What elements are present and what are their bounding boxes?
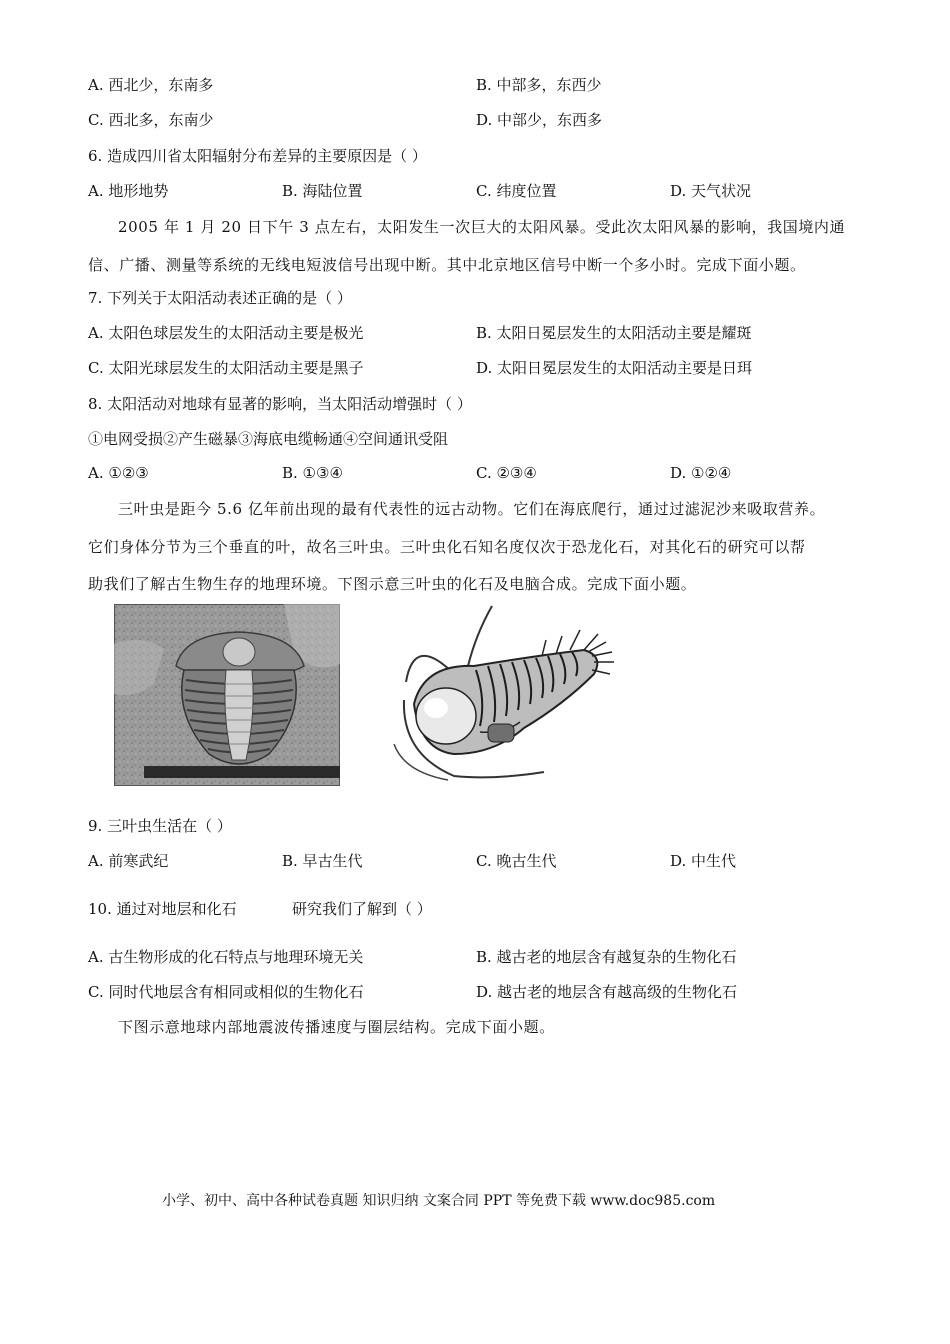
page-footer: 小学、初中、高中各种试卷真题 知识归纳 文案合同 PPT 等免费下载 www.doc985.com — [162, 1193, 716, 1209]
q8-items: ①电网受损②产生磁暴③海底电缆畅通④空间通讯受阻 — [88, 430, 449, 448]
q9-option-a: A. 前寒武纪 — [88, 852, 169, 870]
q8-option-b: B. ①③④ — [282, 464, 343, 482]
trilobite-passage-line-1: 三叶虫是距今 5.6 亿年前出现的最有代表性的远古动物。它们在海底爬行，通过过滤泥沙来吸取营养。 — [118, 500, 826, 518]
solar-passage-line-1: 2005 年 1 月 20 日下午 3 点左右，太阳发生一次巨大的太阳风暴。受此次太阳风暴的影响，我国境内通 — [118, 218, 846, 236]
q7-option-a: A. 太阳色球层发生的太阳活动主要是极光 — [88, 324, 364, 342]
trilobite-illustration — [384, 604, 636, 782]
q6-option-c: C. 纬度位置 — [476, 182, 557, 200]
q7-option-c: C. 太阳光球层发生的太阳活动主要是黑子 — [88, 359, 364, 377]
q6-option-a: A. 地形地势 — [88, 182, 169, 200]
q6-option-b: B. 海陆位置 — [282, 182, 363, 200]
q9-stem: 9. 三叶虫生活在（ ） — [88, 817, 232, 835]
seismic-passage: 下图示意地球内部地震波传播速度与圈层结构。完成下面小题。 — [118, 1018, 555, 1036]
trilobite-fossil-photo — [114, 604, 340, 786]
solar-passage-line-2: 信、广播、测量等系统的无线电短波信号出现中断。其中北京地区信号中断一个多小时。完成下面小题。 — [88, 256, 806, 274]
q9-option-d: D. 中生代 — [670, 852, 737, 870]
q8-option-c: C. ②③④ — [476, 464, 537, 482]
q7-option-b: B. 太阳日冕层发生的太阳活动主要是耀斑 — [476, 324, 752, 342]
q10-option-c: C. 同时代地层含有相同或相似的生物化石 — [88, 983, 364, 1001]
q6-stem: 6. 造成四川省太阳辐射分布差异的主要原因是（ ） — [88, 147, 427, 165]
q8-stem: 8. 太阳活动对地球有显著的影响，当太阳活动增强时（ ） — [88, 395, 472, 413]
q7-option-d: D. 太阳日冕层发生的太阳活动主要是日珥 — [476, 359, 753, 377]
q10-option-b: B. 越古老的地层含有越复杂的生物化石 — [476, 948, 737, 966]
q10-option-a: A. 古生物形成的化石特点与地理环境无关 — [88, 948, 364, 966]
q10-option-d: D. 越古老的地层含有越高级的生物化石 — [476, 983, 738, 1001]
q5-option-b: B. 中部多，东西少 — [476, 76, 602, 94]
q5-option-c: C. 西北多，东南少 — [88, 111, 214, 129]
trilobite-passage-line-2: 它们身体分节为三个垂直的叶，故名三叶虫。三叶虫化石知名度仅次于恐龙化石，对其化石的研究可以帮 — [88, 538, 806, 556]
q6-option-d: D. 天气状况 — [670, 182, 752, 200]
q7-stem: 7. 下列关于太阳活动表述正确的是（ ） — [88, 289, 352, 307]
q10-stem-part-1: 10. 通过对地层和化石 — [88, 900, 237, 918]
q8-option-a: A. ①②③ — [88, 464, 149, 482]
q5-option-a: A. 西北少，东南多 — [88, 76, 214, 94]
q9-option-b: B. 早古生代 — [282, 852, 363, 870]
q5-option-d: D. 中部少，东西多 — [476, 111, 603, 129]
q8-option-d: D. ①②④ — [670, 464, 732, 482]
trilobite-passage-line-3: 助我们了解古生物生存的地理环境。下图示意三叶虫的化石及电脑合成。完成下面小题。 — [88, 575, 697, 593]
q10-stem-part-2: 研究我们了解到（ ） — [292, 900, 432, 918]
q9-option-c: C. 晚古生代 — [476, 852, 557, 870]
